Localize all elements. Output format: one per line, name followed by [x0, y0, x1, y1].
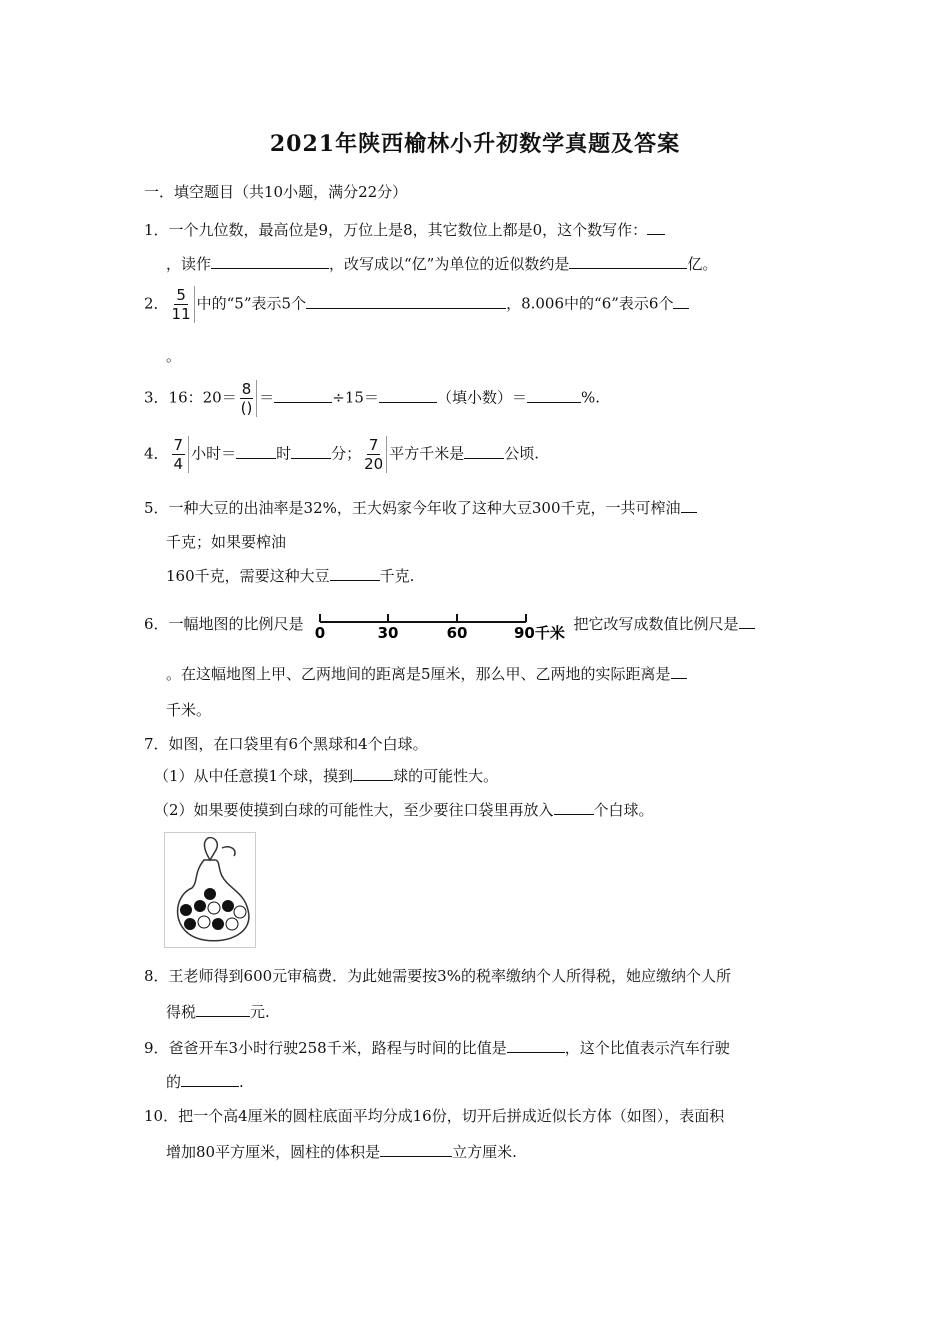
question-10-line-1: 10．把一个高4厘米的圆柱底面平均分成16份，切开后拼成近似长方体（如图），表面积 [144, 1107, 725, 1125]
question-text: ，读作 [166, 255, 212, 273]
fraction-numerator: 7 [173, 436, 184, 454]
question-1-line-2 [166, 254, 717, 274]
fraction [361, 436, 387, 473]
question-text: 平方千米是 [389, 444, 465, 463]
question-2-line-1 [144, 286, 689, 323]
answer-blank[interactable] [211, 254, 329, 269]
fraction [169, 436, 190, 473]
black-ball [204, 888, 216, 900]
answer-blank[interactable] [647, 220, 665, 235]
question-text: 分； [331, 444, 362, 463]
answer-blank[interactable] [306, 294, 506, 309]
fraction-numerator: 8 [241, 380, 252, 398]
question-text: 。在这幅地图上甲、乙两地间的距离是5厘米，那么甲、乙两地的实际距离是 [166, 665, 671, 683]
answer-blank[interactable] [507, 1038, 565, 1053]
ball-bag-figure [164, 832, 256, 948]
answer-blank[interactable] [681, 498, 697, 513]
scale-label-60: 60 [446, 624, 467, 640]
white-ball [208, 902, 220, 914]
question-8-line-1: 8．王老师得到600元审稿费．为此她需要按3%的税率缴纳个人所得税，她应缴纳个人所 [144, 967, 731, 985]
question-text: 的 [166, 1073, 182, 1091]
question-10-line-2 [166, 1142, 517, 1162]
question-5-line-3 [166, 566, 414, 586]
question-text: 中的“5”表示5个 [196, 294, 307, 313]
black-ball [180, 904, 192, 916]
black-ball [184, 918, 196, 930]
question-text: 立方厘米. [452, 1143, 517, 1161]
question-6-line-1 [144, 610, 755, 640]
question-text: 160千克，需要这种大豆 [166, 567, 330, 585]
question-text: . [239, 1073, 244, 1091]
answer-blank[interactable] [554, 800, 594, 815]
question-5-line-1 [144, 498, 697, 518]
fraction-numerator: 7 [368, 436, 379, 454]
fraction [237, 380, 258, 417]
answer-blank[interactable] [353, 766, 393, 781]
question-text: 5．一种大豆的出油率是32%，王大妈家今年收了这种大豆300千克，一共可榨油 [144, 499, 681, 517]
section-heading: 一．填空题目（共10小题，满分22分） [144, 183, 408, 201]
question-text: 3．16：20＝ [144, 388, 237, 407]
fraction-denominator: () [240, 399, 253, 417]
question-text: ，8.006中的“6”表示6个 [506, 294, 674, 313]
question-9-line-2 [166, 1072, 244, 1092]
question-7-line-1: 7．如图，在口袋里有6个黑球和4个白球。 [144, 735, 428, 753]
question-2-line-2: 。 [166, 347, 182, 365]
question-text: %. [580, 388, 600, 407]
scale-label-0: 0 [314, 624, 325, 640]
answer-blank[interactable] [181, 1072, 239, 1087]
bag-tie [204, 838, 217, 860]
fraction-denominator: 4 [173, 455, 184, 473]
question-text: 得税 [166, 1003, 197, 1021]
question-text: 千克. [379, 567, 415, 585]
answer-blank[interactable] [464, 444, 504, 459]
black-ball [194, 900, 206, 912]
answer-blank[interactable] [671, 664, 687, 679]
question-6-line-3: 千米。 [166, 701, 212, 719]
question-text: （填小数）＝ [436, 388, 527, 407]
fraction-denominator: 11 [171, 305, 191, 323]
black-ball [212, 918, 224, 930]
answer-blank[interactable] [196, 1002, 250, 1017]
answer-blank[interactable] [379, 388, 437, 403]
question-text: 把它改写成数值比例尺是 [573, 615, 739, 633]
question-text: 增加80平方厘米，圆柱的体积是 [166, 1143, 381, 1161]
question-text: 球的可能性大。 [393, 767, 499, 785]
answer-blank[interactable] [569, 254, 687, 269]
question-7-part-2 [154, 800, 654, 820]
white-ball [234, 906, 246, 918]
question-text: 个白球。 [593, 801, 654, 819]
question-text: 1．一个九位数，最高位是9，万位上是8，其它数位上都是0，这个数写作： [144, 221, 648, 239]
answer-blank[interactable] [673, 294, 689, 309]
answer-blank[interactable] [380, 1142, 452, 1157]
answer-blank[interactable] [739, 614, 755, 629]
question-text: 元. [250, 1003, 270, 1021]
answer-blank[interactable] [291, 444, 331, 459]
black-ball [222, 900, 234, 912]
question-3 [144, 380, 600, 417]
answer-blank[interactable] [527, 388, 581, 403]
question-text: ，改写成以“亿”为单位的近似数约是 [329, 255, 570, 273]
question-4 [144, 436, 539, 473]
question-text: ÷15＝ [332, 388, 379, 407]
question-text: （1）从中任意摸1个球，摸到 [154, 767, 354, 785]
fraction-numerator: 5 [176, 286, 186, 304]
white-ball [226, 918, 238, 930]
question-text: 亿。 [687, 255, 718, 273]
question-1-line-1 [144, 220, 665, 240]
question-7-part-1 [154, 766, 498, 786]
question-8-line-2 [166, 1002, 270, 1022]
question-text: 9．爸爸开车3小时行驶258千米，路程与时间的比值是 [144, 1039, 507, 1057]
question-text: ＝ [259, 388, 275, 407]
question-number: 4． [144, 444, 169, 463]
question-text: 公顷. [504, 444, 540, 463]
question-text: 小时＝ [191, 444, 237, 463]
question-text: （2）如果要使摸到白球的可能性大，至少要往口袋里再放入 [154, 801, 554, 819]
scale-label-30: 30 [377, 624, 398, 640]
bag-knot [222, 847, 235, 856]
question-6-line-2 [166, 664, 687, 684]
page-title: 2021年陕西榆林小升初数学真题及答案 [269, 131, 681, 157]
answer-blank[interactable] [236, 444, 276, 459]
question-text: 6．一幅地图的比例尺是 [144, 615, 304, 633]
question-text: 时 [276, 444, 292, 463]
answer-blank[interactable] [330, 566, 380, 581]
map-scale-bar [304, 610, 574, 640]
scale-label-90: 90千米 [513, 624, 565, 640]
question-5-line-2: 千克；如果要榨油 [166, 533, 287, 551]
question-9-line-1 [144, 1038, 730, 1058]
question-number: 2． [144, 294, 169, 313]
white-ball [198, 916, 210, 928]
question-text: ，这个比值表示汽车行驶 [564, 1039, 730, 1057]
fraction-denominator: 20 [364, 455, 384, 473]
answer-blank[interactable] [274, 388, 332, 403]
fraction [169, 286, 195, 323]
